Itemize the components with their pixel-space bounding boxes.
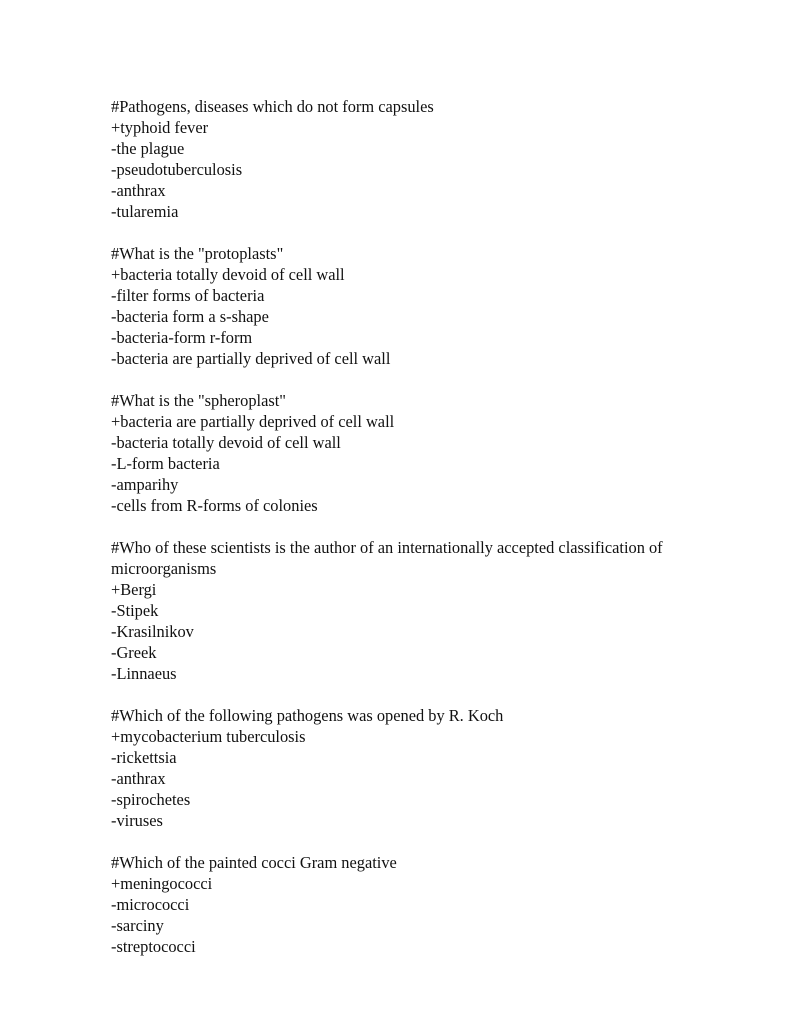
question-text: #Which of the painted cocci Gram negative	[111, 853, 397, 872]
question-text: #Who of these scientists is the author of an internationally accepted classification of microorganisms	[111, 538, 667, 578]
answer-option: -viruses	[111, 811, 163, 830]
answer-option: -Stipek	[111, 601, 159, 620]
answer-option: +bacteria are partially deprived of cell wall	[111, 412, 395, 431]
answer-option: -Krasilnikov	[111, 622, 194, 641]
answer-option: -Linnaeus	[111, 664, 177, 683]
answer-option: -pseudotuberculosis	[111, 160, 243, 179]
answer-option: -spirochetes	[111, 790, 191, 809]
question-block	[111, 390, 751, 516]
answer-option: +mycobacterium tuberculosis	[111, 727, 306, 746]
answer-option: -L-form bacteria	[111, 454, 220, 473]
answer-option: +typhoid fever	[111, 118, 209, 137]
answer-option: -Greek	[111, 643, 157, 662]
question-block	[111, 537, 751, 684]
question-text: #Pathogens, diseases which do not form capsules	[111, 97, 434, 116]
answer-option: -filter forms of bacteria	[111, 286, 265, 305]
answer-option: -sarciny	[111, 916, 164, 935]
question-text: #What is the "spheroplast"	[111, 391, 286, 410]
answer-option: +Bergi	[111, 580, 157, 599]
question-block	[111, 96, 751, 222]
question-block	[111, 852, 751, 957]
question-block	[111, 243, 751, 369]
answer-option: -bacteria form a s-shape	[111, 307, 269, 326]
question-block	[111, 705, 751, 831]
answer-option: -cells from R-forms of colonies	[111, 496, 318, 515]
answer-option: -anthrax	[111, 181, 166, 200]
question-text: #Which of the following pathogens was opened by R. Koch	[111, 706, 504, 725]
answer-option: -bacteria are partially deprived of cell wall	[111, 349, 391, 368]
question-text: #What is the "protoplasts"	[111, 244, 284, 263]
answer-option: -bacteria-form r-form	[111, 328, 253, 347]
answer-option: -tularemia	[111, 202, 179, 221]
answer-option: +bacteria totally devoid of cell wall	[111, 265, 345, 284]
question-list	[111, 96, 751, 978]
answer-option: -the plague	[111, 139, 185, 158]
answer-option: +meningococci	[111, 874, 213, 893]
answer-option: -rickettsia	[111, 748, 177, 767]
answer-option: -amparihy	[111, 475, 179, 494]
answer-option: -anthrax	[111, 769, 166, 788]
answer-option: -bacteria totally devoid of cell wall	[111, 433, 341, 452]
answer-option: -micrococci	[111, 895, 190, 914]
answer-option: -streptococci	[111, 937, 196, 956]
